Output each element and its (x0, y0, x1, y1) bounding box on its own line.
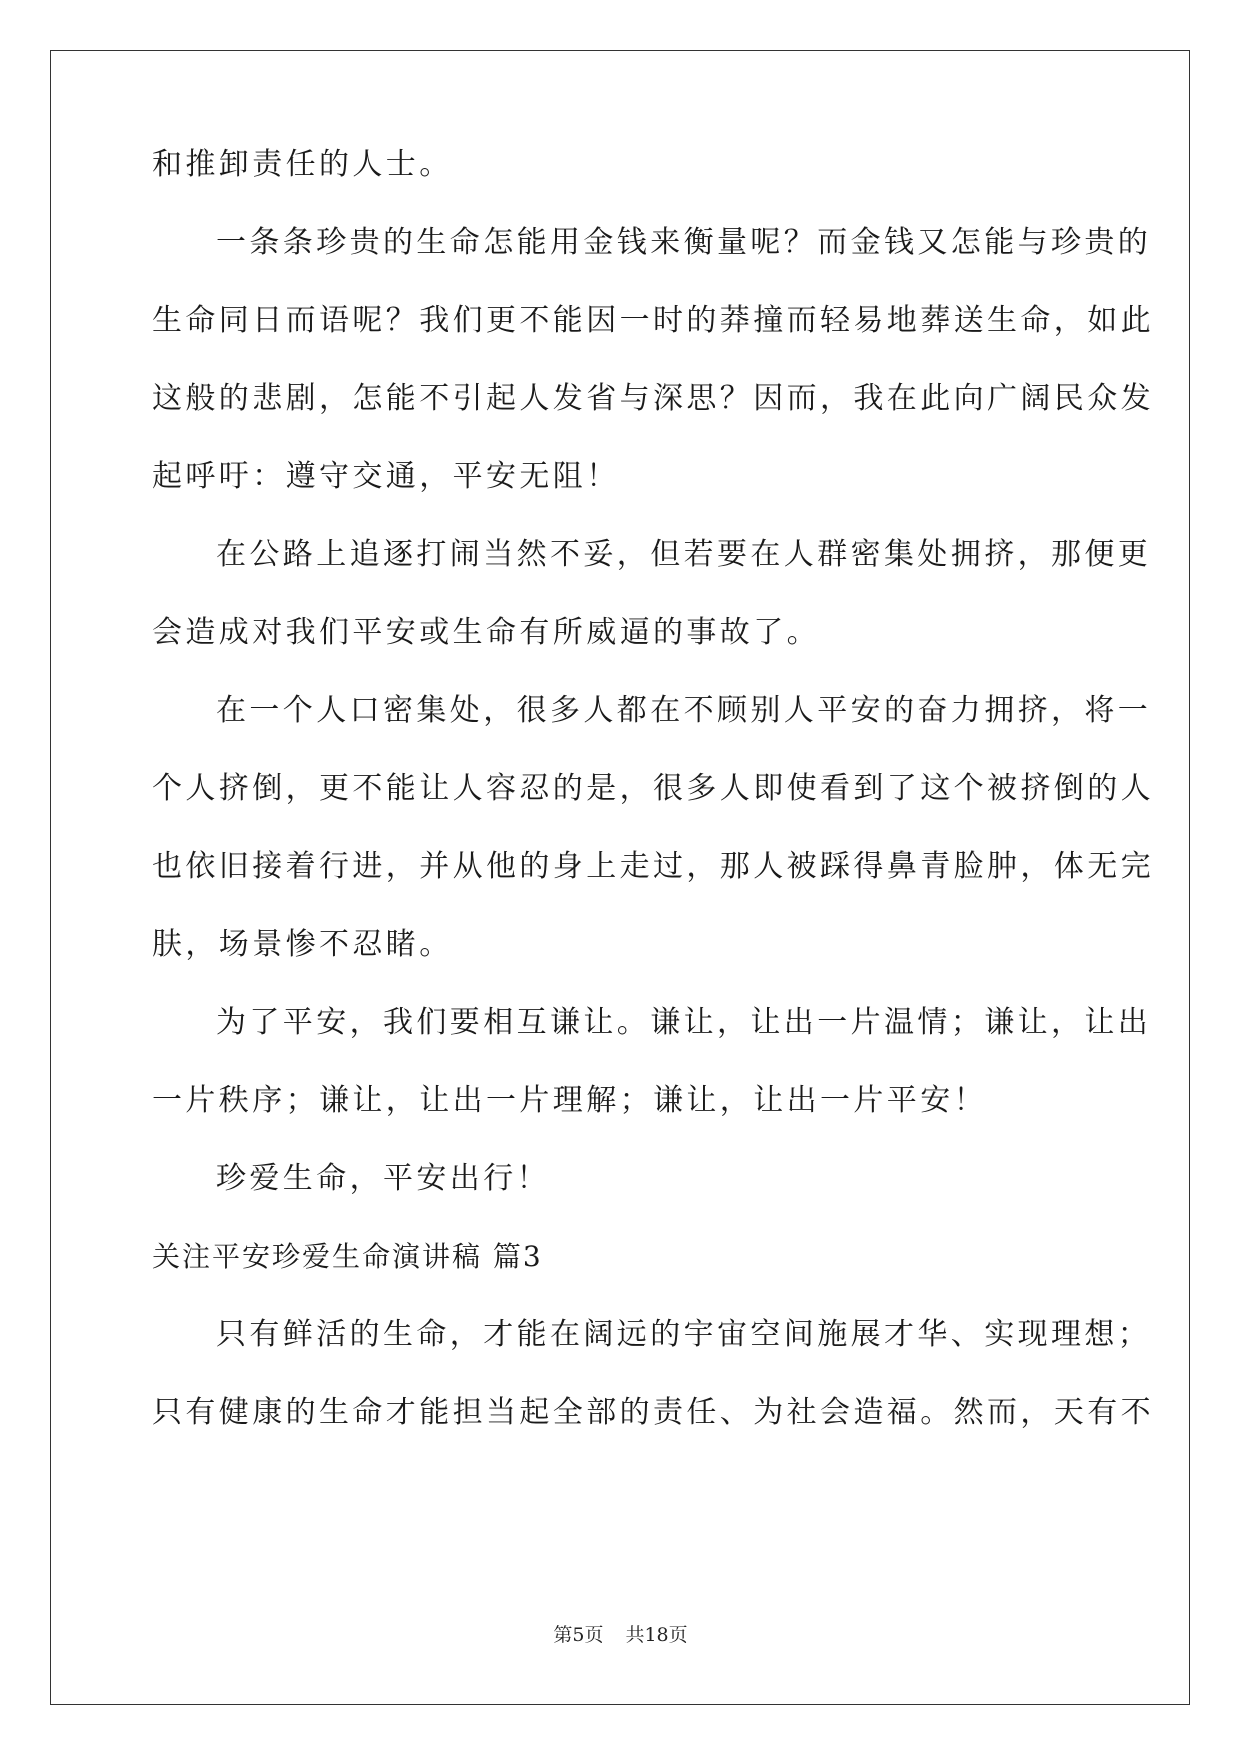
document-body (152, 147, 1154, 1476)
text-line: 在公路上追逐打闹当然不妥，但若要在人群密集处拥挤，那便更 (216, 537, 1152, 572)
text-line: 一条条珍贵的生命怎能用金钱来衡量呢？而金钱又怎能与珍贵的 (216, 225, 1152, 260)
text-line: 起呼吁：遵守交通，平安无阻！ (152, 459, 620, 494)
text-line: 生命同日而语呢？我们更不能因一时的莽撞而轻易地葬送生命，如此 (152, 303, 1154, 338)
text-line: 一片秩序；谦让，让出一片理解；谦让，让出一片平安！ (152, 1083, 987, 1118)
text-line: 肤，场景惨不忍睹。 (152, 927, 453, 962)
section-heading: 关注平安珍爱生命演讲稿 篇3 (152, 1240, 543, 1273)
text-line: 珍爱生命，平安出行！ (216, 1161, 550, 1196)
text-line: 也依旧接着行进，并从他的身上走过，那人被踩得鼻青脸肿，体无完 (152, 849, 1154, 884)
text-line: 只有健康的生命才能担当起全部的责任、为社会造福。然而，天有不 (152, 1395, 1154, 1430)
page-total: 共18页 (625, 1624, 688, 1646)
page-number: 第5页 (553, 1624, 604, 1646)
text-line: 个人挤倒，更不能让人容忍的是，很多人即使看到了这个被挤倒的人 (152, 771, 1154, 806)
text-line: 在一个人口密集处，很多人都在不顾别人平安的奋力拥挤，将一 (216, 693, 1152, 728)
text-line: 会造成对我们平安或生命有所威逼的事故了。 (152, 615, 820, 650)
page-footer (0, 1620, 1241, 1647)
text-line: 只有鲜活的生命，才能在阔远的宇宙空间施展才华、实现理想； (216, 1317, 1152, 1352)
text-line: 这般的悲剧，怎能不引起人发省与深思？因而，我在此向广阔民众发 (152, 381, 1154, 416)
text-line: 为了平安，我们要相互谦让。谦让，让出一片温情；谦让，让出 (216, 1005, 1152, 1040)
text-line: 和推卸责任的人士。 (152, 147, 453, 182)
